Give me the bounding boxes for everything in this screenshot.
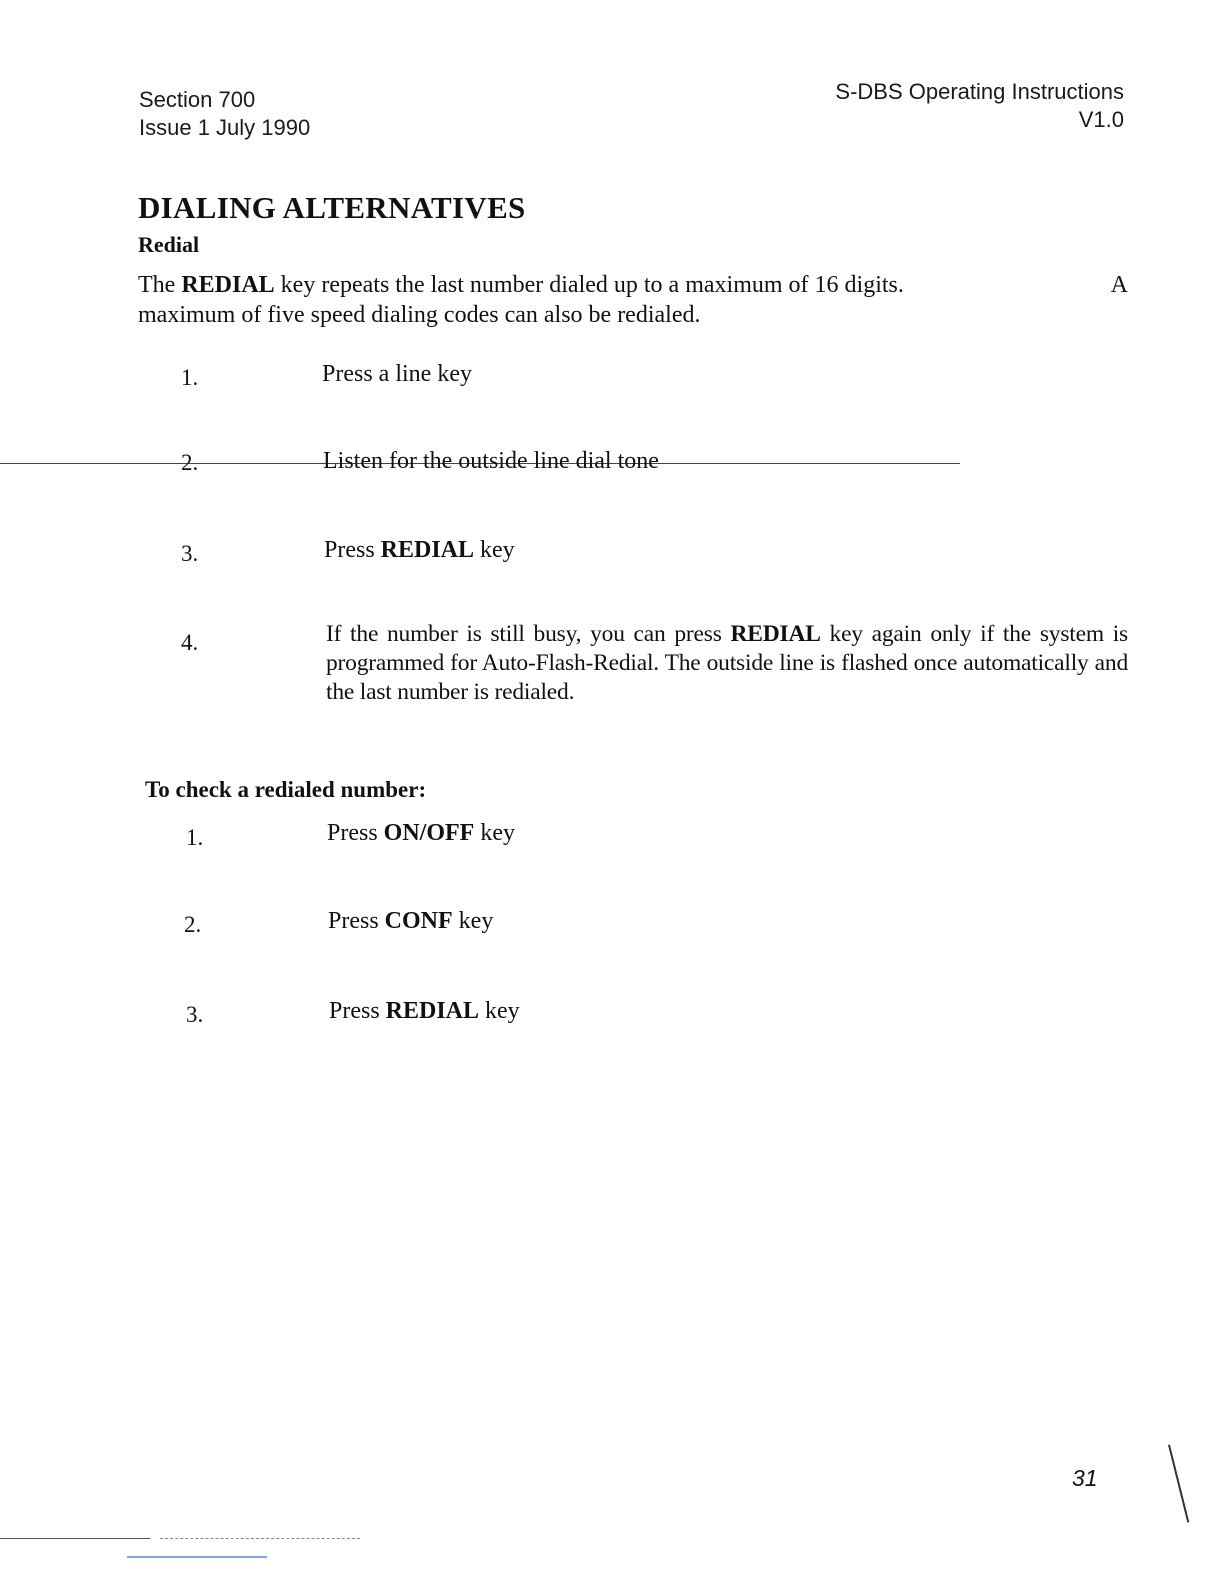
step-2-text: Listen for the outside line dial tone	[323, 448, 659, 474]
intro-line-1	[138, 270, 1128, 300]
check-step-2-pre: Press	[328, 908, 385, 934]
issue-label: Issue 1 July 1990	[139, 115, 311, 140]
step-4-key: REDIAL	[730, 621, 821, 647]
check-step-3-text	[329, 998, 520, 1025]
step-2-number: 2.	[181, 450, 199, 475]
intro-line-2: maximum of five speed dialing codes can also be redialed.	[138, 302, 701, 328]
step-1-text: Press a line key	[322, 361, 472, 387]
version-label: V1.0	[1078, 107, 1124, 132]
scan-mark-bottom-left	[0, 1538, 150, 1539]
intro-text-mid: key repeats the last number dialed up to a maximum of 16 digits.	[274, 272, 904, 298]
intro-text-end: A	[1110, 272, 1128, 298]
step-4-number: 4.	[181, 630, 199, 655]
step-3-text	[324, 537, 515, 564]
page-number: 31	[1072, 1465, 1098, 1491]
check-step-2-number: 2.	[184, 912, 202, 937]
scan-mark-bottom-dashed	[160, 1538, 360, 1540]
step-4-text	[326, 620, 1128, 707]
step-3-number: 3.	[181, 541, 199, 566]
page-title: DIALING ALTERNATIVES	[138, 190, 526, 225]
step-3-post: key	[474, 537, 515, 563]
step-4-post: key again only if the system is programmed for Auto-Flash-Redial. The outside line is flashed once automatically and the last number is redialed.	[326, 621, 1128, 705]
check-heading: To check a redialed number:	[145, 777, 427, 802]
intro-text-a	[138, 270, 904, 300]
intro-paragraph	[138, 270, 1128, 330]
check-step-3-number: 3.	[186, 1002, 204, 1027]
check-step-2-key: CONF	[384, 908, 453, 934]
check-step-2-post: key	[452, 908, 494, 934]
check-step-2-text	[328, 908, 493, 935]
scan-mark-right	[1168, 1445, 1189, 1523]
step-3-key: REDIAL	[380, 537, 475, 563]
check-step-1-key: ON/OFF	[383, 820, 475, 846]
step-3-pre: Press	[324, 537, 381, 563]
check-step-3-pre: Press	[329, 998, 386, 1024]
section-subtitle: Redial	[138, 232, 200, 257]
step-1-number: 1.	[181, 365, 199, 390]
scan-mark-blue	[127, 1556, 267, 1558]
check-step-1-pre: Press	[327, 820, 384, 846]
step-4-pre: If the number is still busy, you can press	[326, 621, 731, 647]
header-left	[139, 86, 310, 142]
check-step-3-post: key	[479, 998, 520, 1024]
redial-key-name: REDIAL	[181, 272, 275, 298]
header-right	[835, 78, 1124, 134]
check-step-1-number: 1.	[186, 825, 204, 850]
intro-text-start: The	[138, 272, 182, 298]
section-label: Section 700	[139, 87, 256, 112]
document-title: S-DBS Operating Instructions	[835, 79, 1124, 104]
check-step-1-post: key	[474, 820, 515, 846]
check-step-3-key: REDIAL	[385, 998, 480, 1024]
check-step-1-text	[327, 820, 515, 847]
